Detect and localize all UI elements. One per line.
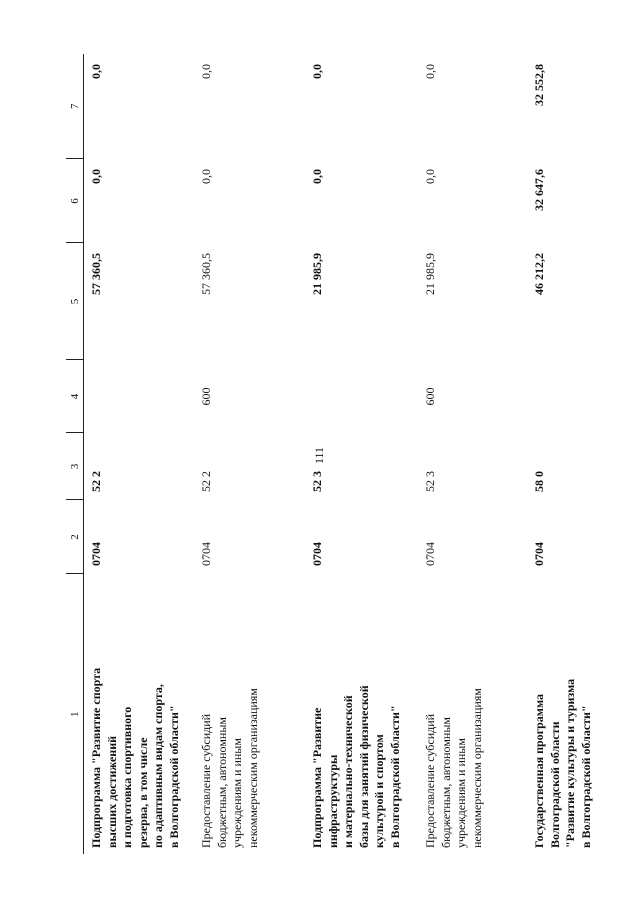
program-code: 52 3 [423, 471, 437, 492]
expense-type: 600 [199, 387, 213, 406]
header-col-7: 7 [66, 54, 84, 159]
budget-table [66, 54, 614, 854]
table-row [84, 54, 195, 854]
expense-type [527, 360, 614, 433]
row-description: Государственная программа Волгоградской области "Развитие культуры и туризма в Волгоградской области" [532, 678, 593, 848]
amount-col-5: 46 212,2 [532, 253, 546, 295]
amount-col-6: 32 647,6 [532, 169, 546, 211]
program-code: 52 3 [310, 471, 324, 492]
amount-col-7: 0,0 [423, 64, 437, 79]
header-col-1: 1 [66, 574, 84, 854]
amount-col-5: 21 985,9 [310, 253, 324, 295]
expense-type: 600 [423, 387, 437, 406]
expense-type [84, 360, 195, 433]
table-row [527, 54, 614, 854]
row-description: Предоставление субсидий бюджетным, автономным учреждениям и иным некоммерческим организациям [199, 688, 260, 848]
program-code: 52 2 [89, 471, 103, 492]
amount-col-5: 57 360,5 [199, 253, 213, 295]
amount-col-7: 0,0 [199, 64, 213, 79]
table-header-row [66, 54, 84, 854]
expense-type [305, 360, 418, 433]
budget-table-rotated [66, 54, 593, 854]
page-number: 111 [312, 446, 327, 465]
amount-col-6: 0,0 [89, 169, 103, 184]
header-col-6: 6 [66, 159, 84, 243]
section-code: 0704 [310, 542, 324, 566]
amount-col-7: 32 552,8 [532, 64, 546, 106]
header-col-4: 4 [66, 360, 84, 433]
row-description: Подпрограмма "Развитие инфраструктуры и материально-технической базы для занятий физической культурой и спортом в Волгоградской области" [310, 685, 402, 848]
table-row [194, 54, 305, 854]
header-col-2: 2 [66, 500, 84, 574]
amount-col-6: 0,0 [310, 169, 324, 184]
row-description: Предоставление субсидий бюджетным, автономным учреждениям и иным некоммерческим организациям [423, 688, 484, 848]
table-row [305, 54, 418, 854]
amount-col-5: 57 360,5 [89, 253, 103, 295]
row-description: Подпрограмма "Развитие спорта высших достижений и подготовка спортивного резерва, в том числе по адаптивным видам спорта, в Волгоградской области" [89, 667, 181, 848]
header-col-3: 3 [66, 433, 84, 500]
table-row [418, 54, 527, 854]
program-code: 52 2 [199, 471, 213, 492]
amount-col-7: 0,0 [89, 64, 103, 79]
amount-col-6: 0,0 [199, 169, 213, 184]
section-code: 0704 [532, 542, 546, 566]
amount-col-5: 21 985,9 [423, 253, 437, 295]
section-code: 0704 [89, 542, 103, 566]
amount-col-7: 0,0 [310, 64, 324, 79]
program-code: 58 0 [532, 471, 546, 492]
section-code: 0704 [199, 542, 213, 566]
amount-col-6: 0,0 [423, 169, 437, 184]
header-col-5: 5 [66, 243, 84, 360]
section-code: 0704 [423, 542, 437, 566]
